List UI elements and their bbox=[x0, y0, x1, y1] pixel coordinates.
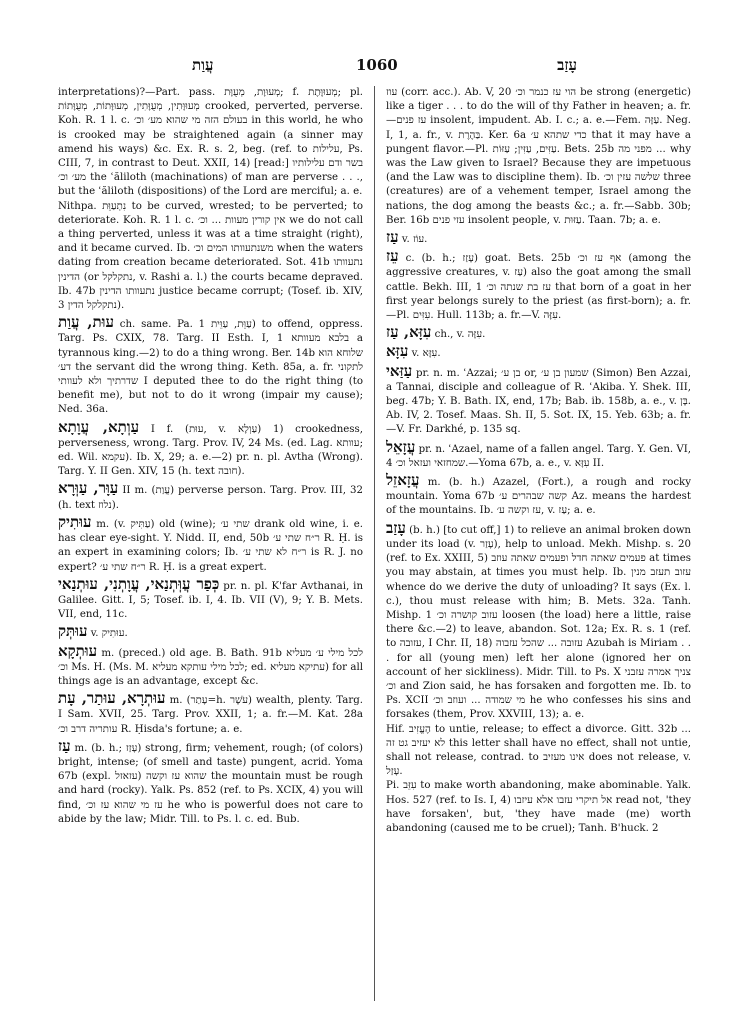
entry-headword: עוּתְּק bbox=[58, 622, 88, 641]
entry-text: v. עוֹז. bbox=[401, 234, 428, 246]
entry-headword: עֲזָאֵל bbox=[386, 437, 416, 456]
entry-headword: עַוָּר, עַוְּרָא bbox=[58, 479, 119, 498]
entry-text: m. (עָתַר=h. עֹשֶׁר) wealth, plenty. Targ. I Sam. XVII, 25. Targ. Prov. XXII, 1; a. fr.—M. Kat. 28a עותריה דרב וכ׳ R. Ḥisda's fortune; a. e. bbox=[58, 695, 363, 735]
dictionary-entry bbox=[58, 622, 363, 641]
entry-text: m. (v. עַתִּיק) old (wine); שתי ע׳ drank old wine, i. e. has clear eye-sight. Y. Nidd. II, end, 50b ר״ח שתי ע׳ R. Ḥ. is an expert in examining colors; Ib. ר״ח לא שתי ע׳ is R. J. no expert? ר״ח שתי ע׳ R. Ḥ. is a great expert. bbox=[58, 518, 363, 573]
dictionary-entry bbox=[58, 513, 363, 575]
entry-text: m. (preced.) old age. B. Bath. 91b לכל מילי ע׳ מעליא וכ׳ Ms. H. (Ms. M. לכל מילי עותקא מעליא; ed. עתיקא מעליא) for all things age is an advantage, except &c. bbox=[58, 647, 363, 687]
dictionary-entry bbox=[386, 438, 691, 471]
left-column bbox=[58, 86, 363, 1006]
dictionary-entry bbox=[58, 737, 363, 827]
entry-text: (b. h.) [to cut off,] 1) to relieve an animal broken down under its load (v. עָזַר), help to unload. Mekh. Mishp. s. 20 (ref. to Ex. XXIII, 5) פעמים שאתה חדל ופעמים שאתה עוזב at times you may abstain, at times you must help. Ib. עזוב תעזב מנין whence do we derive the duty of unloading? It says (Ex. l. c.), thou must release with him; B. Mets. 32a. Tanh. Mishp. 1 עזוב קושרה וכ׳ loosen (the load) here a little, raise there &c.—2) to leave, abandon. Sot. 12a; Ex. R. s. 1 (ref. to עזובה, I Chr. II, 18) עזובה ... שהכל עזבוה Azubah is Miriam . . . for all (young men) left her alone (ignored her on account of her sickliness). Midr. Till. to Ps. X צניך אמרה עזבני וכ׳ and Zion said, he has forsaken and forgotten me. Ib. to Ps. XCII מי שמודה ... ועוזב וכ׳ he who confesses his sins and forsakes (them, Prov. XXVIII, 13); a. e. bbox=[386, 524, 691, 721]
entry-text: interpretations)?—Part. pass. מְעוּוָת, מְעֻוָּת; f. מְעוּוֶּתֶת; pl. מְעוּוָּתִין, מְעֻוָּתִין, מְעוּוָּתוֹת, מְעֻוָּתוֹת crooked, perverted, perverse. Koh. R. 1 l. c. בעולם הזה מי שהוא מע׳ וכ׳ in this world, he who is crooked may be straightened again (a sinner may amend his ways) &c. Ex. R. s. 2, beg. (ref. to עלילות, Ps. CIII, 7, in contrast to Deut. XXII, 14) [read:] בשר ודם עלילותיו מע׳ וכ׳ the ʿăliloth (machinations) of man are perverse . . ., but the ʿăliloth (dispositions) of the Lord are merciful; a. e. bbox=[58, 87, 363, 198]
dictionary-entry bbox=[386, 342, 691, 361]
column-divider bbox=[374, 86, 375, 1001]
dictionary-entry bbox=[386, 519, 691, 723]
dictionary-entry bbox=[58, 575, 363, 623]
entry-text: I f. (עוּת, v. עַוְלָא) 1) crookedness, perverseness, wrong. Targ. Prov. IV, 24 Ms. (ed. Lag. עוותא; ed. Wil. עקמא). Ib. X, 29; a. e.—2) pr. n. pl. Avtha (Wrong). Targ. Y. II Gen. XIV, 15 (h. text חובה). bbox=[58, 423, 363, 478]
entry-text: m. (b. h.; עָזַז) strong, firm; vehement, rough; (of colors) bright, intense; (of smell and taste) pungent, acrid. Yoma 67b (expl. עזאזל) שהוא עז וקשה the mountain must be rough and hard (rocky). Yalk. Ps. 852 (ref. to Ps. XCIX, 4) you will find, עז מי שהוא עז וכ׳ he who is powerful does not care to abide by the law; Midr. Till. to Ps. l. c. ed. Bub. bbox=[58, 742, 363, 825]
entry-text: c. (b. h.; עָזַז) goat. Bets. 25b אף עז וכ׳ (among the aggressive creatures, v. עַז) also the goat among the small cattle. Bekh. III, 1 עז בת שנתה וכ׳ that born of a goat in her first year belongs surely to the priest (as first-born); a. fr.—Pl. עִזִּים. Hull. 113b; a. fr.—V. עִזָּה. bbox=[386, 253, 691, 322]
entry-headword: עֲזָאזֵל bbox=[386, 471, 420, 490]
entry-text: II m. (עֲוַת) perverse person. Targ. Prov. III, 32 (h. text נלוז). bbox=[58, 485, 363, 511]
dictionary-page bbox=[58, 56, 710, 1006]
dictionary-entry bbox=[58, 689, 363, 737]
entry-text: v. עוּתִיק. bbox=[90, 628, 128, 640]
dictionary-entry bbox=[386, 247, 691, 323]
entry-text: pr. n. m. ʿAzzai; בן ע׳ or, שמעון בן ע׳ (Simon) Ben Azzai, a Tannai, disciple and colleague of R. ʿAkiba. Y. Shek. III, beg. 47b; Y. B. Bath. IX, end, 17b; Bab. ib. 158b, a. e., v. בֶּן. Ab. IV, 2. Tosef. Maas. Sh. II, 5. Sot. IX, 15. Yeb. 63b; a. fr.—V. Fr. Darkhé, p. 135 sq. bbox=[386, 367, 691, 436]
entry-text: m. (b. h.) Azazel, (Fort.), a rough and rocky mountain. Yoma 67b קשה שבהרים ע׳ Az. means the hardest of the mountains. Ib. עז וקשה ע׳, v. עַז; a. e. bbox=[386, 477, 691, 517]
page-header bbox=[58, 56, 710, 82]
entry-headword: עַזַּאי bbox=[386, 361, 413, 380]
dictionary-entry bbox=[386, 471, 691, 519]
entry-headword: עָזַב bbox=[386, 518, 406, 537]
dictionary-entry bbox=[386, 228, 691, 247]
entry-text: עוז (corr. acc.). Ab. V, 20 הוי עז כנמר וכ׳ be strong (energetic) like a tiger . . . to do the will of thy Father in heaven; a. fr.—עז פנים insolent, impudent. Ab. I. c.; a. e.—Fem. עַזָּה. Neg. I, 1, a. fr., v. בַּהֶרֶת. Ker. 6a כדי שתהא ע׳ that it may have a pungent flavor.—Pl. עַזִּים, עַזִּין; עַזּוֹת. Bets. 25b מפני מה ... why was the Law given to Israel? Because they are impetuous (and the Law was to discipline them). Ib. שלשה עזין וכ׳ three (creatures) are of a vehement temper, Israel among the nations, the dog among the beasts &c.; a. fr.—Sabb. 30b; Ber. 16b עזי פנים insolent people, v. עַזּוּת. Taan. 7b; a. e. bbox=[386, 87, 691, 226]
entry-headword: עוּתְקָא bbox=[58, 641, 98, 660]
dictionary-entry bbox=[386, 779, 691, 836]
entry-text: Nithpa. נִתְעַוֵּת to be curved, wrested; to be perverted; to deteriorate. Koh. R. 1 l. c. אין קורין מעוות ... וכ׳ we do not call a thing perverted, unless it was at a time straight (right), and it became curved. Ib. משנתעוותו המים וכ׳ when the waters dating from creation became deteriorated. Sot. 41b נתעוותו הדינין (or נתקלקל, v. Rashi a. l.) the courts became depraved. Ib. 47b נתעוותו הדינין justice became corrupt; (Tosef. ib. XIV, 3 נתקלקל הדין). bbox=[58, 200, 363, 312]
entry-headword: עַוְתָא, עֲוָתָא bbox=[58, 417, 140, 436]
entry-text: v. עִזָּא. bbox=[411, 348, 441, 360]
entry-headword: עוּת, עֲוַת bbox=[58, 313, 114, 332]
entry-headword: עִזָּא bbox=[386, 342, 409, 361]
entry-headword: עִזָּא, עַז bbox=[386, 323, 432, 342]
entry-text: Hif. הֶעֱזִיב to untie, release; to effect a divorce. Gitt. 32b ... לא יעזיב גט זה this letter shall have no effect, shall not untie, shall not release, contrad. to אינו מעזיב does not release, v. עָזַל. bbox=[386, 723, 691, 778]
dictionary-entry bbox=[386, 86, 691, 228]
entry-headword: עַז bbox=[58, 736, 71, 755]
header-left-word: עֲוַת bbox=[192, 56, 214, 74]
entry-text: ch. same. Pa. עַוֵּת, עַוֵּית 1) to offend, oppress. Targ. Ps. CXIX, 78. Targ. II Esth. I, 1 בלבא מעוותא a tyrannous king.—2) to do a thing wrong. Ber. 14b שלוחא הוא דע׳ the servant did the wrong thing. Keth. 85a, a. fr. לתקוני שדרתיך ולא לעוותי I deputed thee to do the right thing (to benefit me), but not to do it wrong (impair my cause); Ned. 36a. bbox=[58, 319, 363, 416]
entry-headword: עַז bbox=[386, 228, 399, 247]
entry-headword: עֵז bbox=[386, 247, 399, 266]
page-number: 1060 bbox=[356, 56, 398, 74]
dictionary-entry bbox=[386, 723, 691, 780]
dictionary-entry bbox=[386, 362, 691, 438]
dictionary-entry bbox=[58, 479, 363, 512]
dictionary-entry bbox=[58, 313, 363, 417]
entry-headword: עוּתִיק bbox=[58, 512, 92, 531]
dictionary-entry bbox=[58, 418, 363, 480]
dictionary-entry bbox=[58, 86, 363, 200]
entry-headword: כְּפַר עֲוְּתְנַאי, עֲוָתְנִי, עוּתְנַאי bbox=[58, 574, 220, 593]
dictionary-entry bbox=[386, 323, 691, 342]
entry-text: Pi. עִזֵּב to make worth abandoning, make abominable. Yalk. Hos. 527 (ref. to Is. I, 4) אל תיקרי עזבו אלא עיזבו read not, 'they have forsaken', but, 'they have made (me) worth abandoning (caused me to be cruel); Tanh. B'huck. 2 bbox=[386, 780, 691, 834]
right-column bbox=[386, 86, 691, 1006]
dictionary-entry bbox=[58, 200, 363, 314]
entry-text: pr. n. pl. K'far Avthanai, in Galilee. Gitt. I, 5; Tosef. ib. I, 4. Ib. VII (V), 9; Y. B. Mets. VII, end, 11c. bbox=[58, 580, 363, 621]
header-right-word: עָזַב bbox=[557, 56, 577, 74]
entry-text: ch., v. עִזָּה. bbox=[434, 329, 486, 341]
columns bbox=[58, 86, 710, 1006]
entry-headword: עוּתְרָא, עוּתַר, עָת bbox=[58, 689, 166, 708]
dictionary-entry bbox=[58, 642, 363, 690]
entry-text: pr. n. ʿAzael, name of a fallen angel. Targ. Y. Gen. VI, 4 שמחזאי ועזאל וכ׳.—Yoma 67b, a. e., v. עִזָּא II. bbox=[386, 443, 691, 469]
